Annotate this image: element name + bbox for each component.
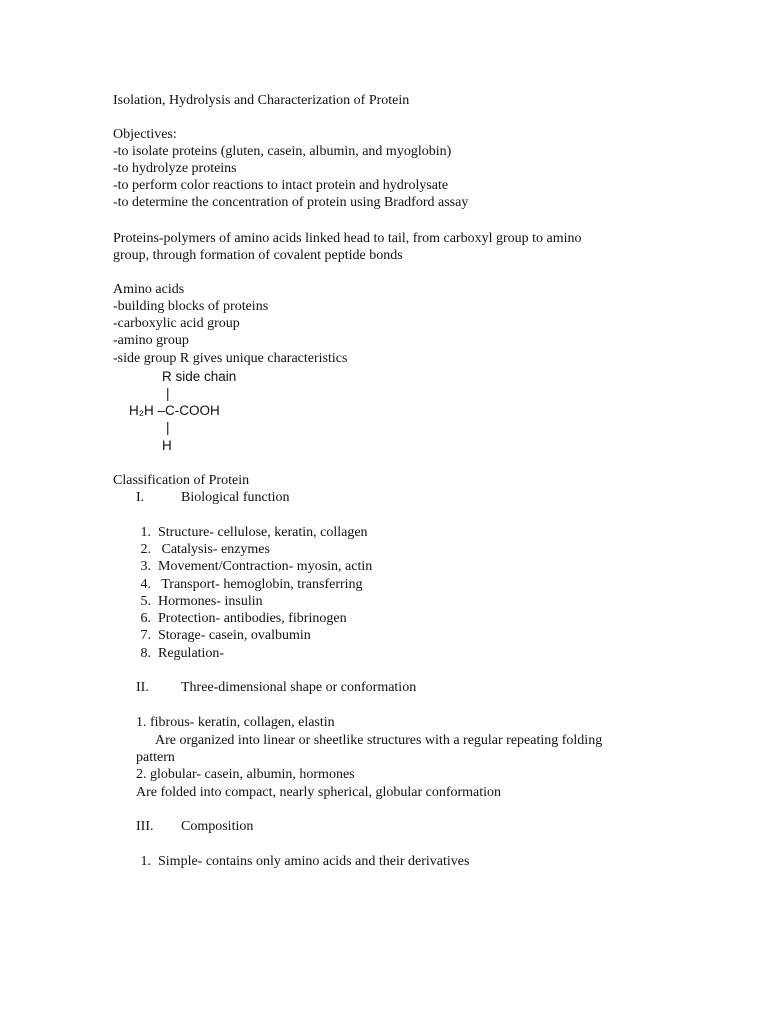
- structure-bond-top: |: [166, 386, 170, 401]
- amino-acid-item: -amino group: [113, 333, 189, 348]
- fibrous-item: 1. fibrous- keratin, collagen, elastin: [136, 715, 335, 730]
- list-number: 2.: [140, 542, 151, 557]
- section-title: Composition: [181, 819, 254, 834]
- amino-acid-item: -building blocks of proteins: [113, 299, 269, 314]
- structure-side-chain-label: R side chain: [162, 369, 237, 384]
- list-number: 8.: [140, 646, 151, 661]
- classification-heading: Classification of Protein: [113, 473, 250, 488]
- objectives-heading: Objectives:: [113, 127, 177, 142]
- globular-item: 2. globular- casein, albumin, hormones: [136, 767, 355, 782]
- list-item: Catalysis- enzymes: [158, 542, 270, 557]
- section-numeral: II.: [136, 680, 149, 695]
- list-number: 7.: [140, 628, 151, 643]
- list-item: Movement/Contraction- myosin, actin: [158, 559, 373, 574]
- fibrous-description: pattern: [136, 750, 175, 765]
- list-item: Transport- hemoglobin, transferring: [158, 577, 363, 592]
- section-title: Biological function: [181, 490, 290, 505]
- section-numeral: III.: [136, 819, 154, 834]
- list-number: 1.: [140, 525, 151, 540]
- protein-definition-line: Proteins-polymers of amino acids linked head to tail, from carboxyl group to amino: [113, 231, 582, 246]
- section-title: Three-dimensional shape or conformation: [181, 680, 417, 695]
- list-number: 4.: [140, 577, 151, 592]
- list-number: 5.: [140, 594, 151, 609]
- list-number: 6.: [140, 611, 151, 626]
- amino-acids-heading: Amino acids: [113, 282, 185, 297]
- globular-description: Are folded into compact, nearly spherical, globular conformation: [136, 785, 502, 800]
- objective-item: -to isolate proteins (gluten, casein, albumin, and myoglobin): [113, 144, 452, 159]
- section-numeral: I.: [136, 490, 145, 505]
- list-item: Simple- contains only amino acids and their derivatives: [158, 854, 470, 869]
- objective-item: -to hydrolyze proteins: [113, 161, 237, 176]
- list-number: 1.: [140, 854, 151, 869]
- structure-bond-bottom: |: [166, 420, 170, 435]
- fibrous-description: Are organized into linear or sheetlike structures with a regular repeating folding: [155, 733, 603, 748]
- document-title: Isolation, Hydrolysis and Characterization of Protein: [113, 93, 410, 108]
- list-item: Protection- antibodies, fibrinogen: [158, 611, 347, 626]
- list-item: Hormones- insulin: [158, 594, 263, 609]
- amino-acid-item: -side group R gives unique characteristics: [113, 351, 348, 366]
- list-item: Storage- casein, ovalbumin: [158, 628, 311, 643]
- list-number: 3.: [140, 559, 151, 574]
- objective-item: -to determine the concentration of protein using Bradford assay: [113, 195, 469, 210]
- objective-item: -to perform color reactions to intact protein and hydrolysate: [113, 178, 449, 193]
- structure-hydrogen: H: [162, 438, 172, 453]
- protein-definition-line: group, through formation of covalent peptide bonds: [113, 248, 403, 263]
- list-item: Regulation-: [158, 646, 225, 661]
- list-item: Structure- cellulose, keratin, collagen: [158, 525, 368, 540]
- structure-main-chain: H₂H –C-COOH: [129, 403, 220, 418]
- amino-acid-item: -carboxylic acid group: [113, 316, 240, 331]
